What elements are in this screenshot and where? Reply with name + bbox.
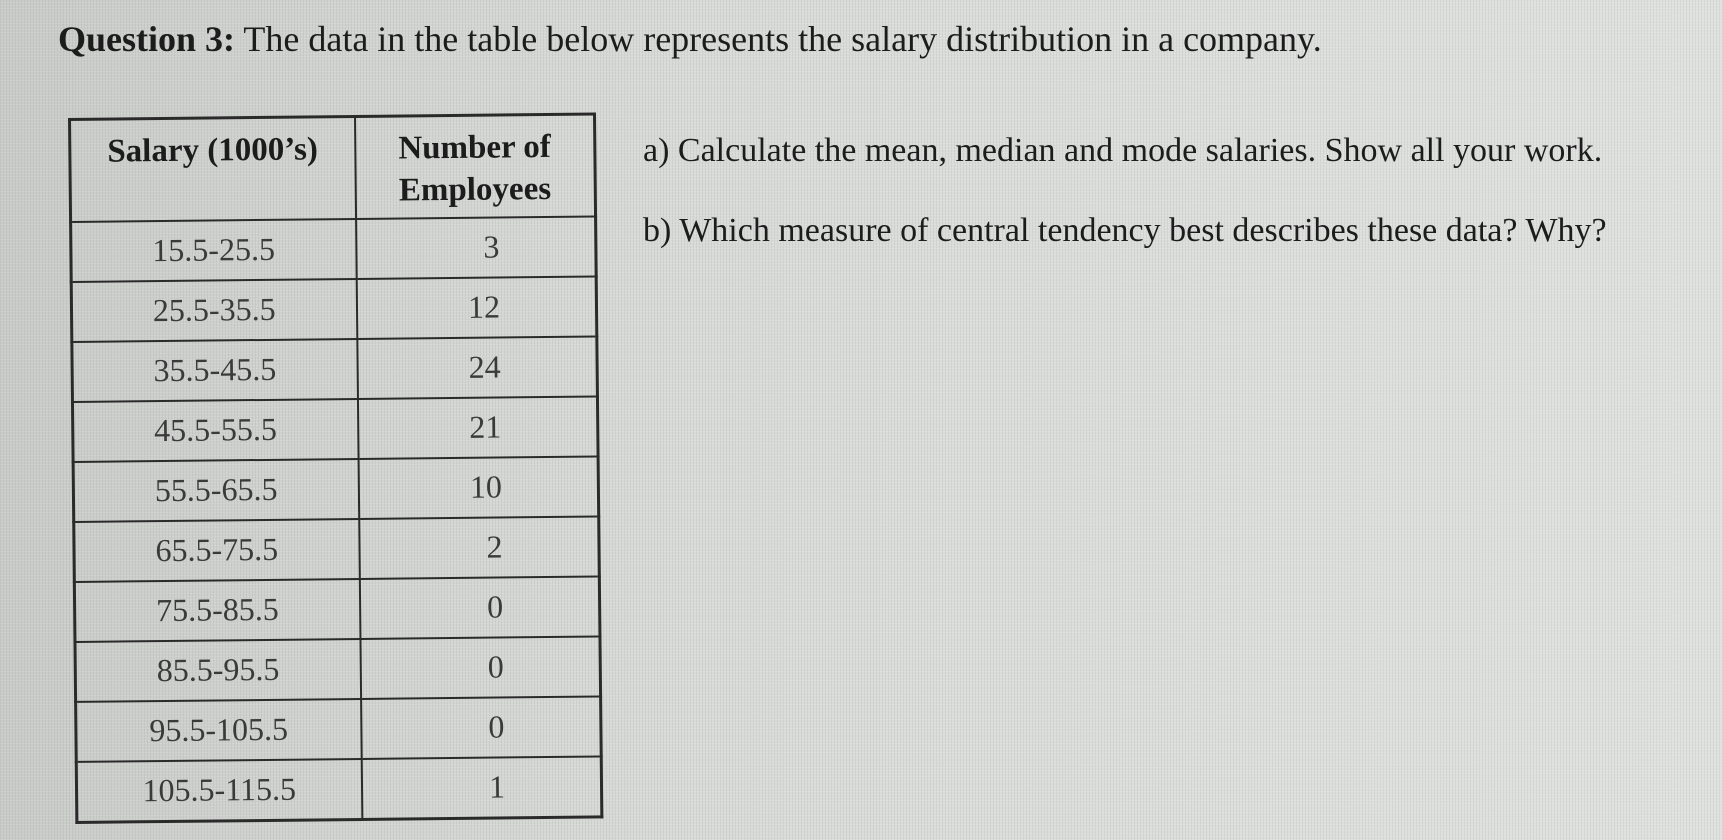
employee-count-cell: 21: [357, 396, 598, 459]
salary-range-cell: 85.5-95.5: [75, 638, 361, 701]
table-row: [76, 756, 602, 822]
part-a-text: a) Calculate the mean, median and mode salaries. Show all your work.: [643, 132, 1603, 169]
question-parts: [643, 132, 1607, 292]
salary-range-cell: 45.5-55.5: [72, 398, 358, 461]
table-row: [71, 276, 597, 341]
employee-count-cell: 1: [361, 756, 602, 819]
salary-range-cell: 75.5-85.5: [74, 578, 360, 641]
part-b-text: b) Which measure of central tendency best describes these data? Why?: [643, 212, 1607, 249]
table-header-row: [70, 114, 596, 221]
question-label: Question 3:: [58, 19, 236, 59]
employee-count-cell: 12: [356, 276, 597, 339]
salary-column-header: Salary (1000’s): [70, 116, 356, 221]
salary-range-cell: 65.5-75.5: [74, 518, 360, 581]
salary-range-cell: 55.5-65.5: [73, 458, 359, 521]
table-row: [76, 696, 602, 761]
salary-range-cell: 35.5-45.5: [72, 338, 358, 401]
salary-range-cell: 95.5-105.5: [76, 698, 362, 761]
employee-count-cell: 24: [357, 336, 598, 399]
employee-count-cell: 0: [361, 696, 602, 759]
employee-count-cell: 2: [359, 516, 600, 579]
table-row: [75, 636, 601, 701]
employees-column-header: Number of Employees: [355, 114, 596, 219]
table-row: [74, 576, 600, 641]
salary-distribution-table: [68, 112, 603, 823]
salary-range-cell: 25.5-35.5: [71, 278, 357, 341]
salary-range-cell: 105.5-115.5: [76, 758, 362, 821]
employee-count-cell: 0: [359, 576, 600, 639]
table-row: [74, 516, 600, 581]
question-title: [58, 18, 1322, 60]
table-row: [72, 396, 598, 461]
question-text: The data in the table below represents the salary distribution in a company.: [235, 19, 1322, 59]
employee-count-cell: 0: [360, 636, 601, 699]
employee-count-cell: 3: [356, 216, 597, 279]
table-row: [73, 456, 599, 521]
employee-count-cell: 10: [358, 456, 599, 519]
salary-range-cell: 15.5-25.5: [71, 218, 357, 281]
table-row: [71, 216, 597, 281]
table-row: [72, 336, 598, 401]
